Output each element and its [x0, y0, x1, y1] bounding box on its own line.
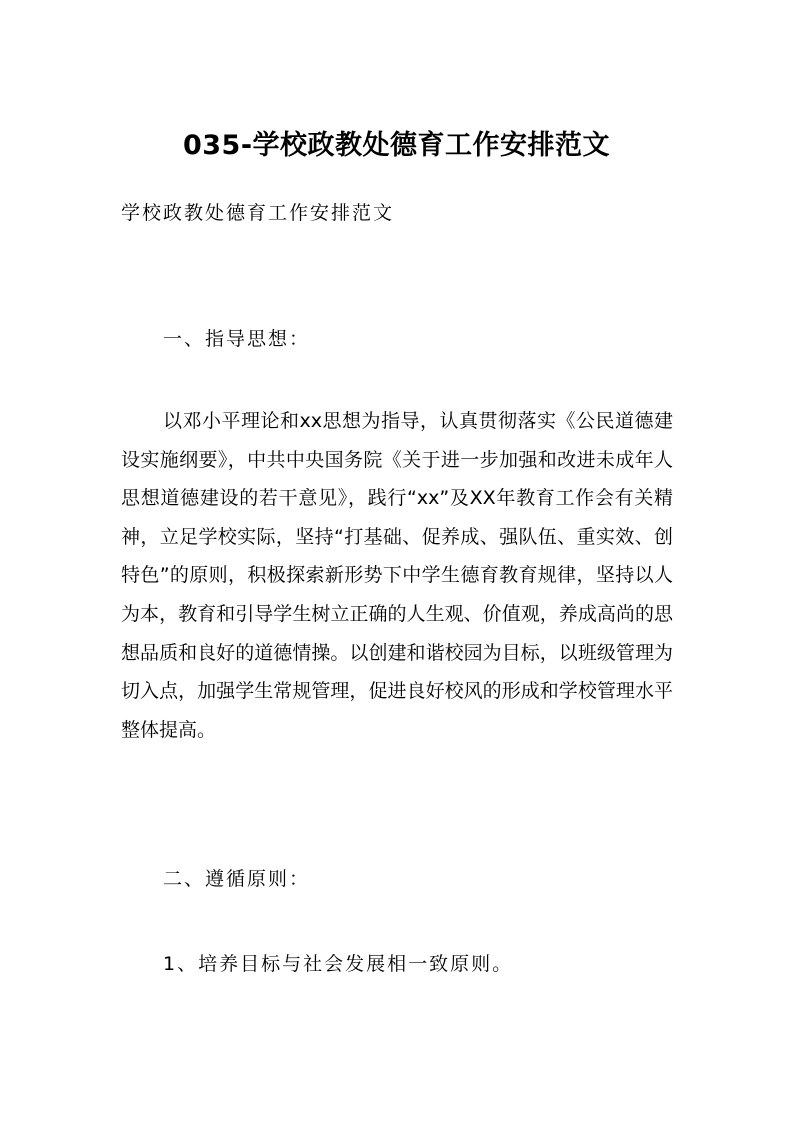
section-heading-principles: 二、遵循原则：: [163, 868, 311, 890]
section-heading-guiding-ideology: 一、指导思想：: [163, 328, 311, 350]
principle-item-1: 1、培养目标与社会发展相一致原则。: [163, 953, 514, 975]
document-subtitle: 学校政教处德育工作安排范文: [121, 202, 395, 224]
document-title: 035-学校政教处德育工作安排范文: [182, 130, 611, 161]
section-body-guiding-ideology: 以邓小平理论和xx思想为指导，认真贯彻落实《公民道德建设实施纲要》，中共中央国务院《关于进一步加强和改进未成年人思想道德建设的若干意见》，践行“xx”及XX年教育工作会有关精神，立足学校实际，坚持“打基础、促养成、强队伍、重实效、创特色”的原则，积极探索新形势下中学生德育教育规律，坚持以人为本，教育和引导学生树立正确的人生观、价值观，养成高尚的思想品质和良好的道德情操。以创建和谐校园为目标，以班级管理为切入点，加强学生常规管理，促进良好校风的形成和学校管理水平整体提高。: [121, 410, 673, 741]
